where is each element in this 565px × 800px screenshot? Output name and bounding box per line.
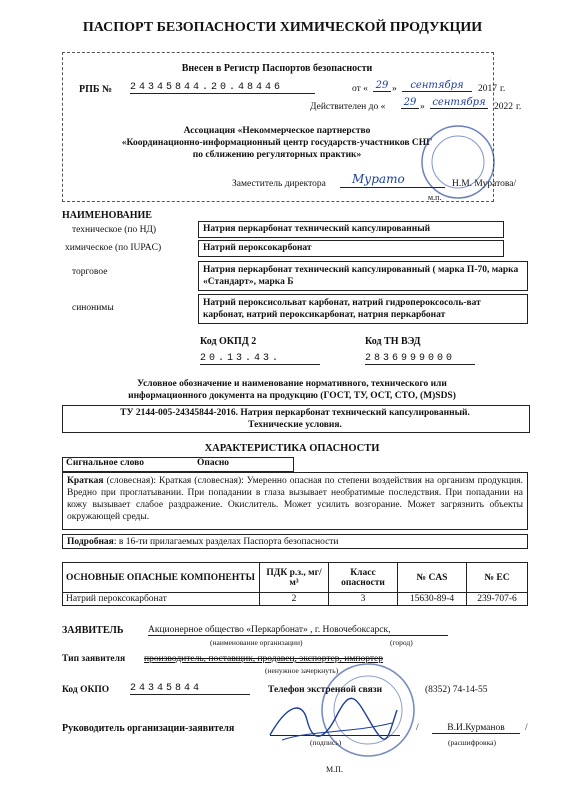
type-value: производитель, поставщик, продавец, экспортер, импортер <box>144 654 383 664</box>
valid-month: сентября <box>430 97 488 109</box>
tnved-label: Код ТН ВЭД <box>365 336 421 347</box>
page-title: ПАСПОРТ БЕЗОПАСНОСТИ ХИМИЧЕСКОЙ ПРОДУКЦИИ <box>82 20 483 35</box>
valid-year-suffix: г. <box>516 102 522 112</box>
component-cas: 15630-89-4 <box>398 593 467 606</box>
normative-doc-line-1: ТУ 2144-005-24345844-2016. Натрия перкарбонат технический капсулированный. <box>120 408 470 418</box>
detail-text: : в 16-ти прилагаемых разделах Паспорта безопасности <box>113 537 339 547</box>
okpo-value: 24345844 <box>130 683 250 695</box>
hazard-brief-box <box>62 472 528 530</box>
deputy-mp: м.п. <box>428 193 442 202</box>
chemical-label: химическое (по IUPAC) <box>65 243 162 253</box>
registry-stamp <box>418 122 498 202</box>
applicant-value: Акционерное общество «Перкарбонат» , г. Новочебоксарск, <box>148 625 448 636</box>
trade-value: Натрия перкарбонат технический капсулированный ( марка П-70, марка «Стандарт», марка Б <box>198 261 528 291</box>
type-caption: (ненужное зачеркнуть) <box>265 666 339 675</box>
from-label: от « <box>352 84 368 94</box>
valid-year: 2022 <box>494 102 513 112</box>
head-label: Руководитель организации-заявителя <box>62 723 235 734</box>
registry-header: Внесен в Регистр Паспортов безопасности <box>181 63 373 74</box>
synonyms-label: синонимы <box>72 303 114 313</box>
okpo-label: Код ОКПО <box>62 685 110 695</box>
from-year: 2017 <box>478 84 497 94</box>
deputy-name: Н.М. Муратова/ <box>452 179 517 189</box>
components-header-row <box>63 563 528 593</box>
okpd-label: Код ОКПД 2 <box>200 336 257 347</box>
tnved-value: 2836999000 <box>365 353 475 365</box>
okpd-value: 20.13.43. <box>200 353 320 365</box>
trade-label: торговое <box>72 267 108 277</box>
naming-heading: НАИМЕНОВАНИЕ <box>62 210 152 221</box>
from-month: сентября <box>402 80 472 92</box>
rpb-number: 24345844.20.48446 <box>130 82 315 94</box>
from-day: 29 <box>373 80 391 92</box>
org-caption: (наименование организации) <box>210 638 303 647</box>
applicant-label: ЗАЯВИТЕЛЬ <box>62 625 124 636</box>
association-line-3: по сближению регуляторных практик» <box>192 150 362 160</box>
association-line-2: «Координационно-информационный центр государств-участников СНГ <box>121 138 433 148</box>
head-slash: / <box>416 723 419 733</box>
detail-label: Подробная <box>67 537 114 547</box>
header-components: ОСНОВНЫЕ ОПАСНЫЕ КОМПОНЕНТЫ <box>63 563 260 593</box>
valid-label: Действителен до « <box>310 102 386 112</box>
table-row <box>63 593 528 606</box>
head-slash-2: / <box>525 723 528 733</box>
deputy-signature: Мурато <box>352 172 405 186</box>
component-pdk: 2 <box>260 593 329 606</box>
from-year-suffix: г. <box>500 84 506 94</box>
header-ec: № ЕС <box>467 563 528 593</box>
decode-caption: (расшифровка) <box>448 738 496 747</box>
head-signature <box>262 695 402 750</box>
association-line-1: Ассоциация «Некоммерческое партнерство <box>183 126 371 136</box>
technical-label: техническое (по НД) <box>72 225 157 235</box>
normative-doc-line-2: Технические условия. <box>248 420 342 430</box>
rpb-label: РПБ № <box>79 84 113 95</box>
header-cas: № CAS <box>398 563 467 593</box>
type-label: Тип заявителя <box>62 654 126 664</box>
brief-label: Краткая <box>67 476 104 486</box>
valid-quote-close: » <box>420 102 425 112</box>
hazard-heading: ХАРАКТЕРИСТИКА ОПАСНОСТИ <box>204 443 380 454</box>
component-ec: 239-707-6 <box>467 593 528 606</box>
phone-label: Телефон экстренной связи <box>268 685 383 695</box>
brief-text: (словесная): Краткая (словесная): Умеренно опасная по степени воздействия на организм продукция. Вредно при проглатывании. При попадании в глаза вызывает необратимые последствия. При попадании на кожу вызывает слабое раздражение. Окислитель. Может усилить возгорание. Может загрязнить объекты окружающей среды. <box>67 476 523 522</box>
from-quote-close: » <box>392 84 397 94</box>
phone-value: (8352) 74-14-55 <box>425 685 488 695</box>
normative-caption-2: информационного документа на продукцию (ГОСТ, ТУ, ОСТ, СТО, (М)SDS) <box>128 391 456 401</box>
normative-caption-1: Условное обозначение и наименование нормативного, технического или <box>137 379 447 389</box>
component-name: Натрий пероксокарбонат <box>63 593 260 606</box>
sign-caption: (подпись) <box>310 738 342 747</box>
component-class: 3 <box>329 593 398 606</box>
applicant-mp: М.П. <box>326 765 343 774</box>
technical-value: Натрия перкарбонат технический капсулированный <box>198 221 504 238</box>
city-caption: (город) <box>390 638 413 647</box>
hazard-detail-box <box>62 534 528 549</box>
valid-day: 29 <box>401 97 419 109</box>
header-pdk: ПДК р.з., мг/м³ <box>260 563 329 593</box>
header-class: Класс опасности <box>329 563 398 593</box>
deputy-label: Заместитель директора <box>232 179 326 189</box>
synonyms-value: Натрий пероксисольват карбонат, натрий гидропероксосоль-ват карбонат, натрий пероксикарбонат, натрия перкарбонат <box>198 294 528 324</box>
signal-value: Опасно <box>197 458 230 468</box>
signal-label: Сигнальное слово <box>66 458 144 468</box>
components-table <box>62 562 528 606</box>
chemical-value: Натрий пероксокарбонат <box>198 240 504 257</box>
head-name: В.И.Курманов <box>432 723 520 734</box>
